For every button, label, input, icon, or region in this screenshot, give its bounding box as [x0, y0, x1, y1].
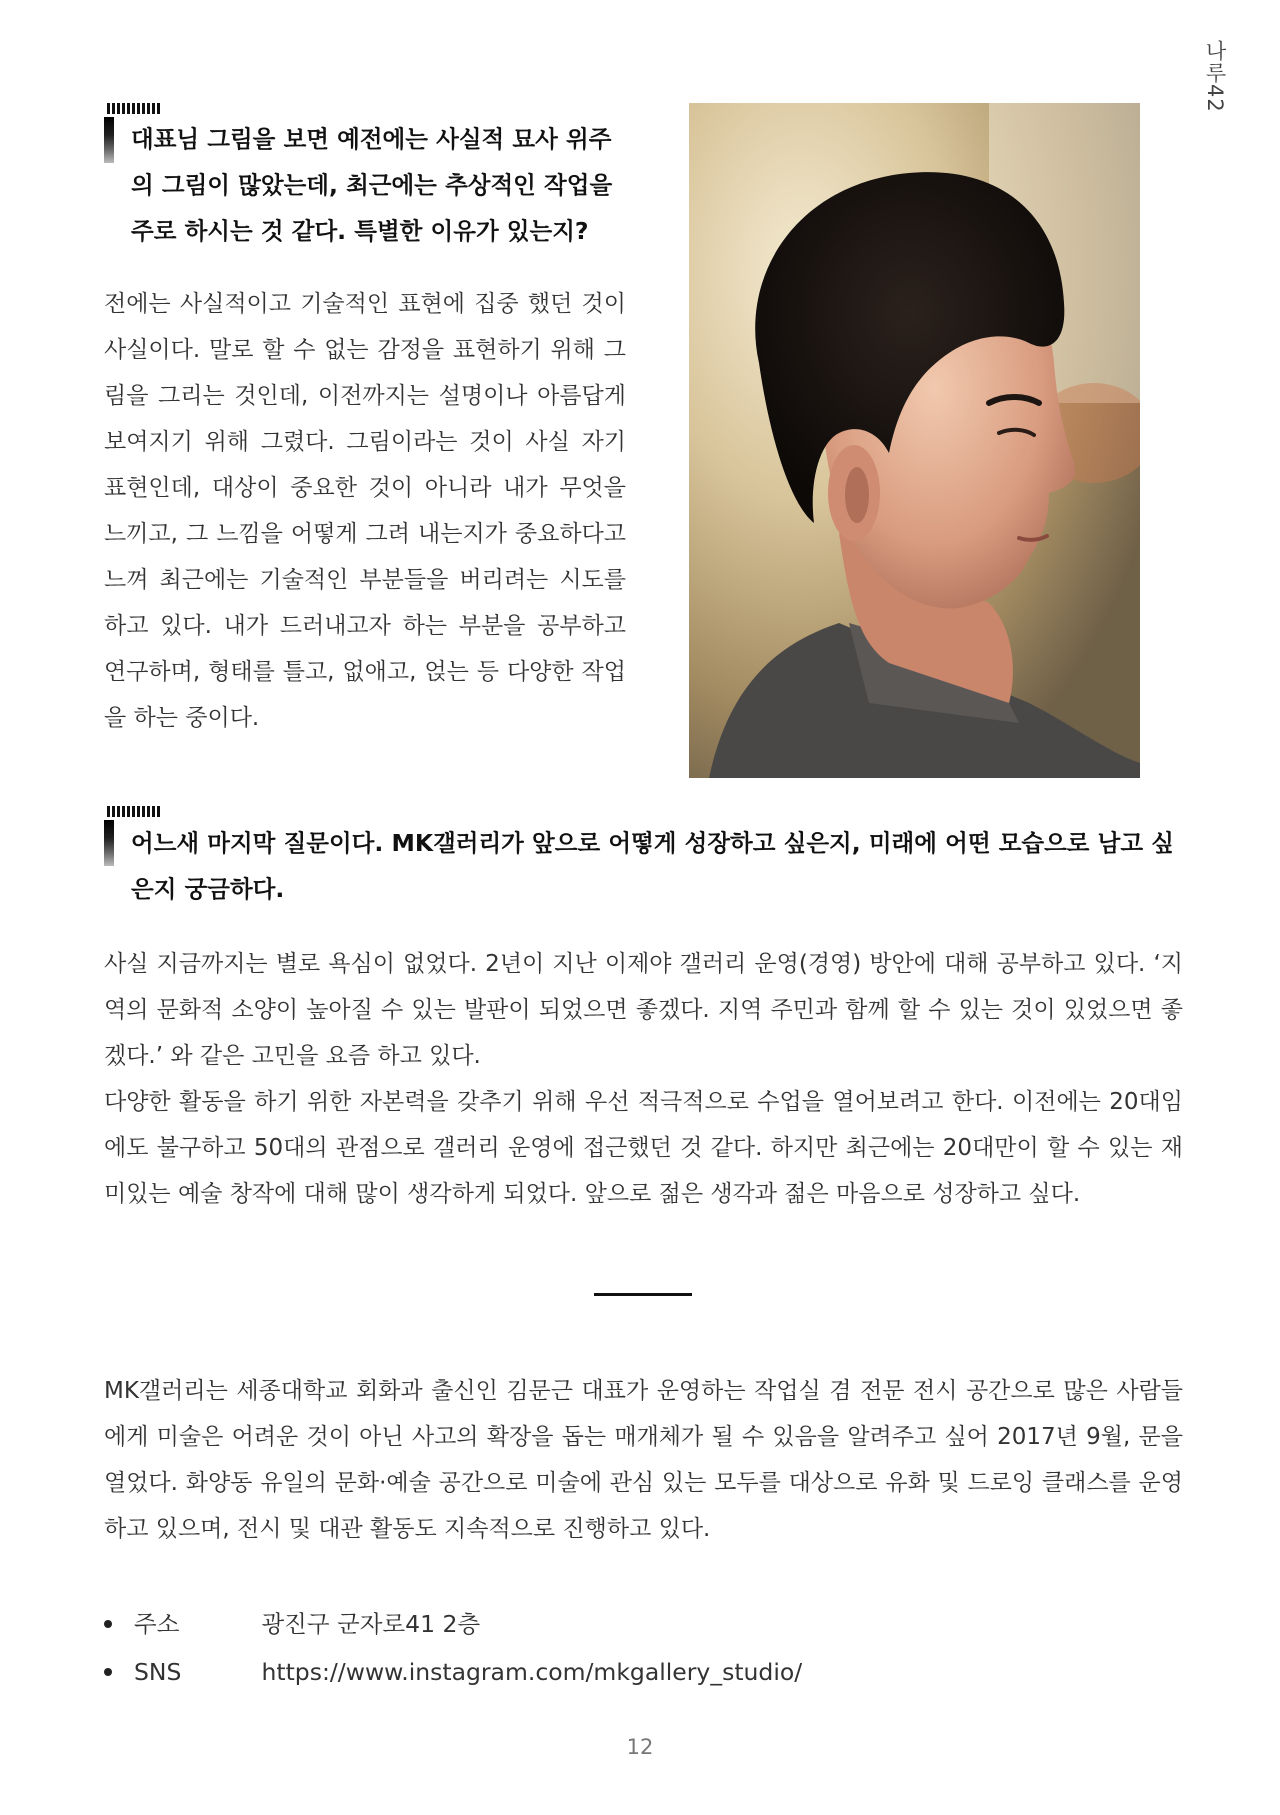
- info-label: SNS: [134, 1658, 182, 1686]
- page-number: 12: [626, 1735, 654, 1759]
- question-2: 어느새 마지막 질문이다. MK갤러리가 앞으로 어떻게 성장하고 싶은지, 미래에 어떤 모습으로 남고 싶은지 궁금하다.: [131, 829, 1174, 903]
- question-1: 대표님 그림을 보면 예전에는 사실적 묘사 위주의 그림이 많았는데, 최근에는 추상적인 작업을 주로 하시는 것 같다. 특별한 이유가 있는지?: [131, 125, 613, 245]
- interviewee-photo: [689, 103, 1140, 778]
- answer-1: 전에는 사실적이고 기술적인 표현에 집중 했던 것이 사실이다. 말로 할 수 없는 감정을 표현하기 위해 그림을 그리는 것인데, 이전까지는 설명이나 아름답게 보여지기 위해 그렸다. 그림이라는 것이 사실 자기 표현인데, 대상이 중요한 것이 아니라 내가 무엇을 느끼고, 그 느낌을 어떻게 그려 내는지가 중요하다고 느껴 최근에는 기술적인 부분들을 버리려는 시도를 하고 있다. 내가 드러내고자 하는 부분을 공부하고 연구하며, 형태를 틀고, 없애고, 얹는 등 다양한 작업을 하는 중이다.: [104, 291, 626, 731]
- section-divider: [594, 1293, 692, 1296]
- info-value: 광진구 군자로41 2층: [261, 1610, 481, 1638]
- bullet-icon: [104, 1620, 112, 1628]
- question-marker-top: [107, 103, 161, 114]
- question-marker-top: [107, 806, 161, 817]
- answer-2-paragraph-2: 다양한 활동을 하기 위한 자본력을 갖추기 위해 우선 적극적으로 수업을 열어보려고 한다. 이전에는 20대임에도 불구하고 50대의 관점으로 갤러리 운영에 접근했던 것 같다. 하지만 최근에는 20대만이 할 수 있는 재미있는 예술 창작에 대해 많이 생각하게 되었다. 앞으로 젊은 생각과 젊은 마음으로 성장하고 싶다.: [104, 1089, 1183, 1207]
- question-marker: [104, 117, 114, 163]
- question-marker: [104, 820, 114, 866]
- info-item-sns: [104, 1648, 802, 1696]
- info-item-address: [104, 1600, 802, 1648]
- answer-2: [104, 941, 1183, 1217]
- running-header: 나루42: [1203, 40, 1227, 113]
- gallery-summary: MK갤러리는 세종대학교 회화과 출신인 김문근 대표가 운영하는 작업실 겸 전문 전시 공간으로 많은 사람들에게 미술은 어려운 것이 아닌 사고의 확장을 돕는 매개체가 될 수 있음을 알려주고 싶어 2017년 9월, 문을 열었다. 화양동 유일의 문화·예술 공간으로 미술에 관심 있는 모두를 대상으로 유화 및 드로잉 클래스를 운영하고 있으며, 전시 및 대관 활동도 지속적으로 진행하고 있다.: [104, 1378, 1183, 1542]
- answer-2-paragraph-1: 사실 지금까지는 별로 욕심이 없었다. 2년이 지난 이제야 갤러리 운영(경영) 방안에 대해 공부하고 있다. ‘지역의 문화적 소양이 높아질 수 있는 발판이 되었으면 좋겠다. 지역 주민과 함께 할 수 있는 것이 있었으면 좋겠다.’ 와 같은 고민을 요즘 하고 있다.: [104, 951, 1183, 1069]
- bullet-icon: [104, 1668, 112, 1676]
- info-label: 주소: [134, 1610, 180, 1638]
- sns-link[interactable]: https://www.instagram.com/mkgallery_studio/: [261, 1658, 803, 1686]
- gallery-info-list: [104, 1600, 802, 1696]
